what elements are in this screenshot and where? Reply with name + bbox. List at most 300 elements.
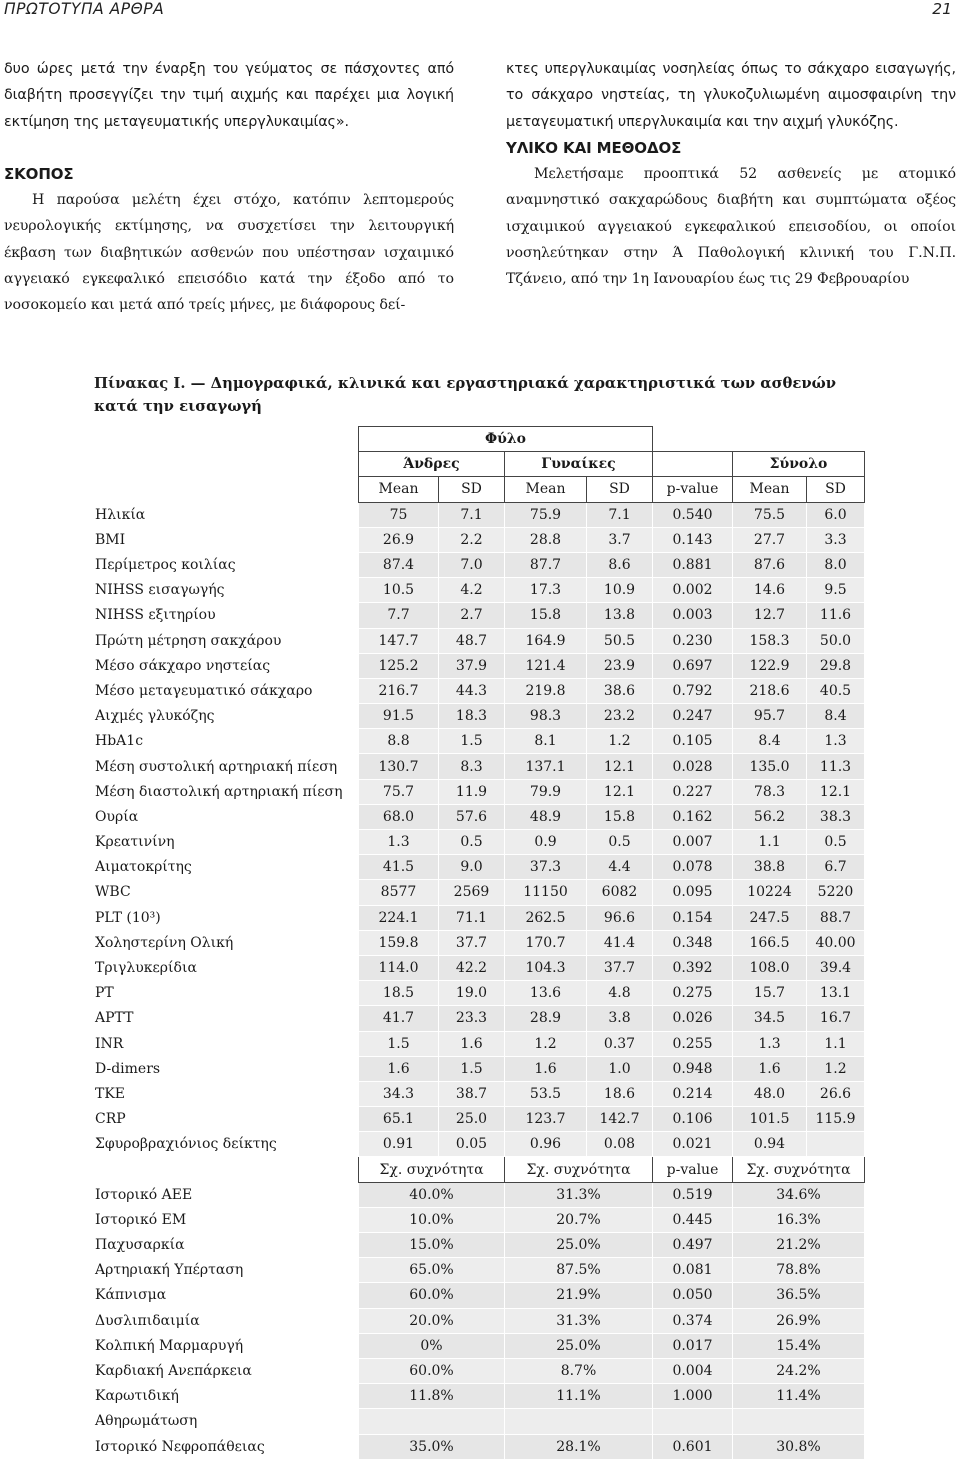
table-cell: 1.0 [587,1056,653,1081]
table-cell: 75.5 [733,502,807,527]
table-cell: 11.8% [359,1384,505,1409]
table-cell: 79.9 [505,779,587,804]
table-cell: 27.7 [733,527,807,552]
table-cell: 8.4 [733,729,807,754]
table-cell: 0.948 [653,1056,733,1081]
row-label: D-dimers [93,1056,359,1081]
table-cell: 65.1 [359,1107,439,1132]
table-cell: 48.9 [505,804,587,829]
table-cell: 21.2% [733,1233,865,1258]
table-cell: 78.8% [733,1258,865,1283]
table-cell: 75.7 [359,779,439,804]
table-cell: 2569 [439,880,505,905]
table-1 [86,364,870,1470]
table-cell: 135.0 [733,754,807,779]
table-cell: 8.4 [807,704,865,729]
table-cell: 40.0% [359,1182,505,1207]
table-cell: 8.6 [587,552,653,577]
table-row [93,955,865,980]
table-cell: 8.7% [505,1358,653,1383]
table-cell: 50.0 [807,628,865,653]
row-label: APTT [93,1006,359,1031]
table-cell: 0.08 [587,1132,653,1157]
table-cell: 15.7 [733,981,807,1006]
row-label: Αιχμές γλυκόζης [93,704,359,729]
table-cell: 6.0 [807,502,865,527]
table-cell: 0.247 [653,704,733,729]
table-cell: 0.007 [653,830,733,855]
page-number: 21 [932,0,952,18]
table-cell: 38.8 [733,855,807,880]
table-row [93,603,865,628]
table-cell: 48.7 [439,628,505,653]
table-cell: 11150 [505,880,587,905]
table-cell: 34.6% [733,1182,865,1207]
table-cell: 3.3 [807,527,865,552]
table-cell: 1.3 [733,1031,807,1056]
table-cell: 8.1 [505,729,587,754]
table-row [93,804,865,829]
table-cell: 44.3 [439,678,505,703]
section-title: ΠΡΩΤΟΤΥΠΑ ΑΡΘΡΑ [4,0,165,18]
table-cell: 14.6 [733,578,807,603]
table-cell: 60.0% [359,1283,505,1308]
table-cell: 115.9 [807,1107,865,1132]
row-label: NIHSS εξιτηρίου [93,603,359,628]
row-label: Χοληστερίνη Ολική [93,930,359,955]
row-label: Κολπική Μαρμαρυγή [93,1333,359,1358]
running-header [0,0,960,22]
table-cell: 147.7 [359,628,439,653]
table-cell: 65.0% [359,1258,505,1283]
table-cell: 88.7 [807,905,865,930]
table-caption: Πίνακας Ι. — Δημογραφικά, κλινικά και εργαστηριακά χαρακτηριστικά των ασθενών κατά την εισαγωγή [94,375,837,415]
table-cell: 166.5 [733,930,807,955]
table-cell: 0.078 [653,855,733,880]
table-cell: 96.6 [587,905,653,930]
table-row [93,502,865,527]
table-cell: 10224 [733,880,807,905]
table-cell: 218.6 [733,678,807,703]
row-label: Καρωτιδική [93,1384,359,1409]
header-row-frequency [93,1157,865,1182]
table-row [93,754,865,779]
table-cell: 15.8 [587,804,653,829]
row-label: Σφυροβραχιόνιος δείκτης [93,1132,359,1157]
table-cell: 0.5 [439,830,505,855]
table-cell: 60.0% [359,1358,505,1383]
table-cell: 247.5 [733,905,807,930]
table-cell: 2.2 [439,527,505,552]
row-label: Ιστορικό ΕΜ [93,1207,359,1232]
table-cell: 9.5 [807,578,865,603]
table-cell [807,1132,865,1157]
table-cell: 0.94 [733,1132,807,1157]
table-cell: 1.6 [359,1056,439,1081]
table-cell: 114.0 [359,955,439,980]
table-cell: 95.7 [733,704,807,729]
table-cell: 0.91 [359,1132,439,1157]
table-cell: 41.7 [359,1006,439,1031]
table-row [93,1081,865,1106]
header-women: Γυναίκες [505,452,653,477]
table-row [93,981,865,1006]
table-cell: 0.230 [653,628,733,653]
row-label: CRP [93,1107,359,1132]
table-cell: 2.7 [439,603,505,628]
table-cell: 8.8 [359,729,439,754]
table-cell: 68.0 [359,804,439,829]
table-cell: 219.8 [505,678,587,703]
table-cell: 1.2 [807,1056,865,1081]
row-label: BMI [93,527,359,552]
table-row [93,1207,865,1232]
header-frequency: Σχ. συχνότητα [733,1157,865,1182]
row-label: Μέση διαστολική αρτηριακή πίεση [93,779,359,804]
row-label: PT [93,981,359,1006]
header-frequency: Σχ. συχνότητα [359,1157,505,1182]
table-cell: 12.1 [587,779,653,804]
table-cell: 15.8 [505,603,587,628]
table-row [93,1182,865,1207]
header-row-sex [93,452,865,477]
table-cell: 15.0% [359,1233,505,1258]
table-cell: 0.255 [653,1031,733,1056]
table-cell: 10.9 [587,578,653,603]
table-cell: 5220 [807,880,865,905]
table-cell: 0.697 [653,653,733,678]
table-cell: 18.5 [359,981,439,1006]
table-cell: 4.2 [439,578,505,603]
header-frequency: Σχ. συχνότητα [505,1157,653,1182]
table-cell: 37.3 [505,855,587,880]
table-cell: 104.3 [505,955,587,980]
table-row [93,779,865,804]
table-cell: 164.9 [505,628,587,653]
table-row [93,628,865,653]
table-cell: 3.7 [587,527,653,552]
table-cell: 0.275 [653,981,733,1006]
table-cell: 36.5% [733,1283,865,1308]
table-row [93,704,865,729]
table-cell: 40.00 [807,930,865,955]
table-row [93,880,865,905]
table-cell: 0.227 [653,779,733,804]
table-cell: 30.8% [733,1434,865,1459]
table-cell: 1.000 [653,1384,733,1409]
table-cell: 87.7 [505,552,587,577]
table-cell: 28.8 [505,527,587,552]
table-cell: 23.9 [587,653,653,678]
table-cell: 18.3 [439,704,505,729]
table-cell: 13.6 [505,981,587,1006]
table-cell: 71.1 [439,905,505,930]
table-cell: 0.519 [653,1182,733,1207]
table-cell: 0.017 [653,1333,733,1358]
table-row [93,830,865,855]
table-row [93,527,865,552]
table-cell: 12.7 [733,603,807,628]
table-cell: 12.1 [587,754,653,779]
table-cell: 16.7 [807,1006,865,1031]
table-cell: 20.7% [505,1207,653,1232]
table-cell: 1.3 [359,830,439,855]
table-cell: 29.8 [807,653,865,678]
right-column [506,56,956,293]
table-cell: 0.004 [653,1358,733,1383]
table-cell: 1.6 [733,1056,807,1081]
table-cell: 1.2 [505,1031,587,1056]
row-label: Παχυσαρκία [93,1233,359,1258]
table-cell: 13.8 [587,603,653,628]
table-cell: 31.3% [505,1308,653,1333]
table-cell: 3.8 [587,1006,653,1031]
section-heading-aim: ΣΚΟΠΟΣ [4,164,74,183]
table-cell [653,1409,733,1434]
row-label: Ιστορικό Νεφροπάθειας [93,1434,359,1459]
characteristics-table [92,426,865,1460]
table-cell: 31.3% [505,1182,653,1207]
header-mean: Mean [505,477,587,502]
header-row-stats [93,477,865,502]
table-cell: 23.3 [439,1006,505,1031]
table-cell: 56.2 [733,804,807,829]
table-cell: 1.6 [505,1056,587,1081]
table-row [93,1107,865,1132]
row-label: INR [93,1031,359,1056]
row-label: Αρτηριακή Υπέρταση [93,1258,359,1283]
table-cell: 26.9 [359,527,439,552]
row-label: Αθηρωμάτωση [93,1409,359,1434]
table-cell: 125.2 [359,653,439,678]
table-cell: 8.3 [439,754,505,779]
table-cell: 12.1 [807,779,865,804]
table-cell: 0.497 [653,1233,733,1258]
table-cell [359,1409,505,1434]
table-cell: 38.6 [587,678,653,703]
table-cell: 78.3 [733,779,807,804]
table-cell: 158.3 [733,628,807,653]
table-cell: 0.792 [653,678,733,703]
table-cell: 23.2 [587,704,653,729]
table-cell: 4.4 [587,855,653,880]
table-cell [733,1409,865,1434]
table-row [93,1233,865,1258]
left-column [4,56,454,319]
table-cell: 0.05 [439,1132,505,1157]
table-row [93,1258,865,1283]
table-row [93,905,865,930]
table-cell: 0.5 [807,830,865,855]
table-cell: 0.050 [653,1283,733,1308]
row-label: WBC [93,880,359,905]
table-cell: 53.5 [505,1081,587,1106]
table-cell: 0.445 [653,1207,733,1232]
table-row [93,552,865,577]
table-cell: 34.3 [359,1081,439,1106]
row-label: Μέσο μεταγευματικό σάκχαρο [93,678,359,703]
table-cell: 0.106 [653,1107,733,1132]
table-cell: 19.0 [439,981,505,1006]
table-cell: 13.1 [807,981,865,1006]
table-cell: 137.1 [505,754,587,779]
header-pvalue: p-value [653,477,733,502]
table-row [93,855,865,880]
row-label: PLT (10³) [93,905,359,930]
table-cell: 121.4 [505,653,587,678]
table-cell: 75 [359,502,439,527]
table-cell: 0.143 [653,527,733,552]
table-cell: 87.6 [733,552,807,577]
table-cell: 0.37 [587,1031,653,1056]
row-label: Πρώτη μέτρηση σακχάρου [93,628,359,653]
header-mean: Mean [733,477,807,502]
table-cell: 20.0% [359,1308,505,1333]
row-label: Μέση συστολική αρτηριακή πίεση [93,754,359,779]
table-cell: 0.9 [505,830,587,855]
table-cell: 0.026 [653,1006,733,1031]
table-cell: 0.5 [587,830,653,855]
table-cell: 75.9 [505,502,587,527]
table-cell: 0.081 [653,1258,733,1283]
table-cell: 1.1 [807,1031,865,1056]
table-cell: 0.003 [653,603,733,628]
header-pvalue: p-value [653,1157,733,1182]
table-cell: 8577 [359,880,439,905]
table-cell: 7.1 [587,502,653,527]
table-cell: 159.8 [359,930,439,955]
row-label: Καρδιακή Ανεπάρκεια [93,1358,359,1383]
table-cell: 0.348 [653,930,733,955]
table-cell: 11.6 [807,603,865,628]
table-cell: 28.1% [505,1434,653,1459]
table-cell: 7.7 [359,603,439,628]
table-cell: 87.5% [505,1258,653,1283]
table-cell: 26.6 [807,1081,865,1106]
table-cell: 87.4 [359,552,439,577]
table-cell: 38.3 [807,804,865,829]
right-paragraph-2: Μελετήσαμε προοπτικά 52 ασθενείς με ατομικό αναμνηστικό σακχαρώδους διαβήτη και συμπτώματα οξέος ισχαιμικού αγγειακού εγκεφαλικού επεισοδίου, οι οποίοι νοσηλεύτηκαν στην Ά Παθολογική κλινική του Γ.Ν.Π. Τζάνειο, από την 1η Ιανουαρίου έως τις 29 Φεβρουαρίου [506,166,956,288]
section-heading-methods: ΥΛΙΚΟ ΚΑΙ ΜΕΘΟΔΟΣ [506,138,682,157]
table-cell: 4.8 [587,981,653,1006]
table-cell: 6.7 [807,855,865,880]
table-cell: 17.3 [505,578,587,603]
table-cell: 0.881 [653,552,733,577]
table-cell: 108.0 [733,955,807,980]
table-cell: 262.5 [505,905,587,930]
table-cell: 41.5 [359,855,439,880]
table-row [93,729,865,754]
row-label: Τριγλυκερίδια [93,955,359,980]
row-label: Ιστορικό ΑΕΕ [93,1182,359,1207]
table-cell: 48.0 [733,1081,807,1106]
table-cell: 0.095 [653,880,733,905]
table-row [93,578,865,603]
table-cell: 24.2% [733,1358,865,1383]
table-row [93,1358,865,1383]
row-label: Δυσλιπιδαιμία [93,1308,359,1333]
table-cell: 11.1% [505,1384,653,1409]
table-cell: 142.7 [587,1107,653,1132]
table-cell: 1.5 [439,729,505,754]
table-row [93,930,865,955]
table-cell: 0.028 [653,754,733,779]
table-cell: 130.7 [359,754,439,779]
table-cell: 25.0 [439,1107,505,1132]
table-cell: 1.3 [807,729,865,754]
row-label: Κρεατινίνη [93,830,359,855]
table-cell: 6082 [587,880,653,905]
table-cell: 0.374 [653,1308,733,1333]
table-cell: 50.5 [587,628,653,653]
row-label: NIHSS εισαγωγής [93,578,359,603]
table-number: Πίνακας Ι. [94,375,186,392]
table-row [93,653,865,678]
table-cell: 38.7 [439,1081,505,1106]
table-cell: 91.5 [359,704,439,729]
table-cell: 0.154 [653,905,733,930]
table-cell: 8.0 [807,552,865,577]
table-row [93,1283,865,1308]
group-header-sex: Φύλο [359,427,653,452]
table-cell: 37.9 [439,653,505,678]
header-sd: SD [439,477,505,502]
table-row [93,1409,865,1434]
table-cell: 1.5 [359,1031,439,1056]
table-cell: 57.6 [439,804,505,829]
row-label: TKE [93,1081,359,1106]
left-paragraph-1: δυο ώρες μετά την έναρξη του γεύματος σε πάσχοντες από διαβήτη προσεγγίζει την τιμή αιχμής και παρέχει μια λογική εκτίμηση της μεταγευματικής υπεργλυκαιμίας». [4,61,454,130]
table-cell: 0.162 [653,804,733,829]
row-label: Ηλικία [93,502,359,527]
table-cell: 26.9% [733,1308,865,1333]
header-total: Σύνολο [733,452,865,477]
table-cell: 10.0% [359,1207,505,1232]
row-label: Μέσο σάκχαρο νηστείας [93,653,359,678]
table-cell: 7.1 [439,502,505,527]
table-cell: 28.9 [505,1006,587,1031]
table-cell: 37.7 [587,955,653,980]
table-cell: 35.0% [359,1434,505,1459]
table-cell: 7.0 [439,552,505,577]
table-cell [505,1409,653,1434]
table-cell: 0.214 [653,1081,733,1106]
row-label: HbA1c [93,729,359,754]
table-cell: 11.3 [807,754,865,779]
header-sd: SD [807,477,865,502]
table-cell: 1.1 [733,830,807,855]
row-label: Περίμετρος κοιλίας [93,552,359,577]
table-cell: 25.0% [505,1233,653,1258]
table-row [93,678,865,703]
table-cell: 16.3% [733,1207,865,1232]
table-cell: 0.96 [505,1132,587,1157]
table-cell: 122.9 [733,653,807,678]
header-sd: SD [587,477,653,502]
header-row-group [93,427,865,452]
table-cell: 0% [359,1333,505,1358]
left-paragraph-2: Η παρούσα μελέτη έχει στόχο, κατόπιν λεπτομερούς νευρολογικής εκτίμησης, να συσχετίσει την λειτουργική έκβαση των διαβητικών ασθενών που υπέστησαν ισχαιμικό αγγειακό εγκεφαλικό επεισόδιο κατά την έξοδο από το νοσοκομείο και μετά από τρείς μήνες, με διάφορους δεί- [4,192,454,314]
header-men: Άνδρες [359,452,505,477]
table-row [93,1434,865,1459]
table-cell: 10.5 [359,578,439,603]
header-mean: Mean [359,477,439,502]
table-cell: 21.9% [505,1283,653,1308]
table-cell: 11.4% [733,1384,865,1409]
row-label: Αιματοκρίτης [93,855,359,880]
table-cell: 216.7 [359,678,439,703]
table-row [93,1308,865,1333]
